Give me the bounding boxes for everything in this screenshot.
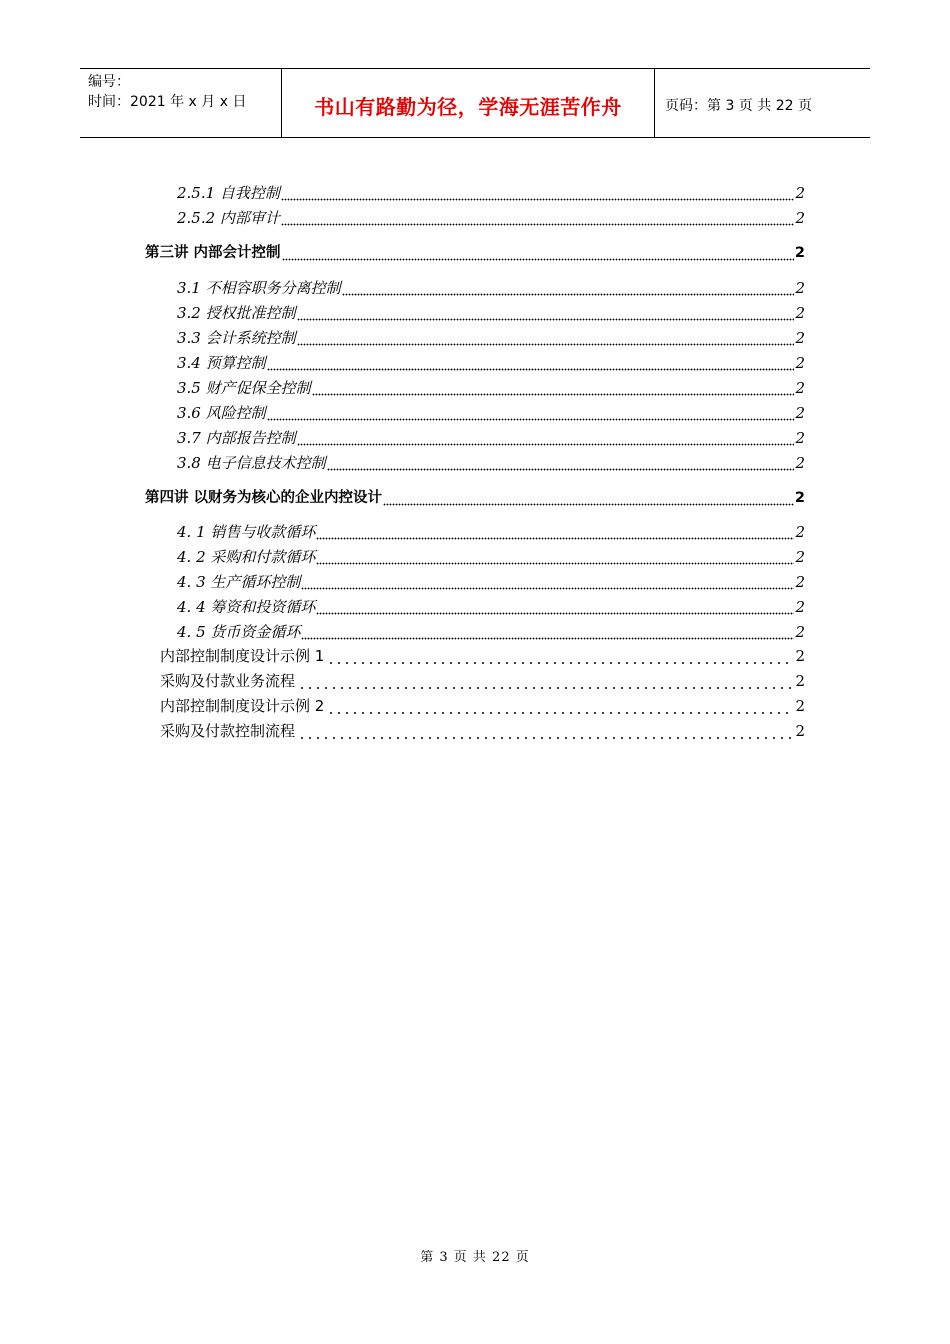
toc-dot-leader	[316, 547, 794, 567]
toc-entry-title: 第三讲 内部会计控制	[145, 245, 281, 261]
toc-dot-leader	[325, 646, 794, 666]
toc-entry-page-number: 2	[794, 490, 805, 506]
toc-dot-leader	[297, 328, 795, 348]
toc-entry-title: 4. 5 货币资金循环	[177, 623, 301, 641]
toc-entry[interactable]	[177, 522, 805, 542]
serial-number-label: 编号：	[88, 74, 130, 90]
toc-entry-title: 4. 3 生产循环控制	[177, 573, 301, 591]
toc-entry-page-number: 2	[795, 209, 805, 227]
toc-entry-title: 内部控制制度设计示例 1	[160, 647, 325, 665]
toc-entry-title: 内部控制制度设计示例 2	[160, 697, 325, 715]
date-label: 时间：2021 年 x 月 x 日	[88, 94, 247, 110]
toc-entry[interactable]	[177, 597, 805, 617]
toc-entry[interactable]	[177, 547, 805, 567]
toc-entry[interactable]	[160, 646, 805, 666]
toc-dot-leader	[296, 721, 794, 741]
toc-entry[interactable]	[177, 328, 805, 348]
header-page-info: 页码：第 3 页 共 22 页	[665, 97, 812, 114]
toc-entry[interactable]	[177, 208, 805, 228]
header-motto: 书山有路勤为径，学海无涯苦作舟	[314, 94, 622, 119]
toc-entry[interactable]	[177, 622, 805, 642]
toc-dot-leader	[297, 303, 795, 323]
toc-dot-leader	[312, 378, 795, 398]
toc-dot-leader	[267, 353, 795, 373]
toc-entry-page-number: 2	[795, 429, 805, 447]
toc-entry-page-number: 2	[795, 647, 805, 665]
toc-entry-page-number: 2	[795, 404, 805, 422]
toc-entry-page-number: 2	[795, 573, 805, 591]
toc-entry[interactable]	[177, 183, 805, 203]
toc-entry-page-number: 2	[795, 184, 805, 202]
toc-dot-leader	[327, 453, 795, 473]
toc-entry-page-number: 2	[795, 454, 805, 472]
toc-dot-leader	[297, 428, 795, 448]
toc-entry-page-number: 2	[795, 329, 805, 347]
toc-dot-leader	[316, 597, 794, 617]
toc-entry-page-number: 2	[795, 379, 805, 397]
toc-entry[interactable]	[145, 243, 805, 263]
toc-entry[interactable]	[177, 572, 805, 592]
toc-dot-leader	[301, 572, 794, 592]
toc-entry-title: 3.5 财产促保全控制	[177, 379, 311, 397]
toc-dot-leader	[342, 278, 795, 298]
toc-entry-title: 2.5.2 内部审计	[177, 209, 280, 227]
toc-dot-leader	[383, 488, 794, 508]
toc-entry-title: 3.8 电子信息技术控制	[177, 454, 326, 472]
toc-entry-page-number: 2	[795, 722, 805, 740]
toc-entry-page-number: 2	[795, 523, 805, 541]
toc-entry-page-number: 2	[795, 672, 805, 690]
toc-entry[interactable]	[145, 488, 805, 508]
toc-entry-page-number: 2	[795, 279, 805, 297]
toc-entry-title: 3.6 风险控制	[177, 404, 266, 422]
toc-entry[interactable]	[177, 353, 805, 373]
toc-entry-title: 3.2 授权批准控制	[177, 304, 296, 322]
toc-dot-leader	[282, 243, 794, 263]
toc-entry-page-number: 2	[795, 354, 805, 372]
toc-entry-page-number: 2	[795, 697, 805, 715]
toc-entry[interactable]	[160, 671, 805, 691]
toc-dot-leader	[325, 696, 794, 716]
toc-entry-title: 第四讲 以财务为核心的企业内控设计	[145, 490, 383, 506]
toc-entry-title: 3.1 不相容职务分离控制	[177, 279, 341, 297]
toc-entry-title: 4. 2 采购和付款循环	[177, 548, 316, 566]
toc-dot-leader	[281, 183, 795, 203]
toc-dot-leader	[296, 671, 794, 691]
toc-entry[interactable]	[160, 721, 805, 741]
toc-entry[interactable]	[177, 428, 805, 448]
toc-entry[interactable]	[177, 303, 805, 323]
toc-dot-leader	[301, 622, 794, 642]
toc-entry[interactable]	[177, 278, 805, 298]
page-footer: 第 3 页 共 22 页	[420, 1250, 530, 1265]
toc-dot-leader	[316, 522, 794, 542]
toc-entry-title: 4. 4 筹资和投资循环	[177, 598, 316, 616]
toc-entry-title: 3.3 会计系统控制	[177, 329, 296, 347]
toc-entry[interactable]	[160, 696, 805, 716]
toc-entry-page-number: 2	[795, 304, 805, 322]
toc-entry-title: 采购及付款控制流程	[160, 722, 296, 740]
toc-entry-page-number: 2	[795, 548, 805, 566]
toc-entry-title: 采购及付款业务流程	[160, 672, 296, 690]
toc-entry-title: 3.4 预算控制	[177, 354, 266, 372]
toc-entry-page-number: 2	[795, 598, 805, 616]
toc-entry[interactable]	[177, 403, 805, 423]
toc-dot-leader	[267, 403, 795, 423]
toc-entry[interactable]	[177, 378, 805, 398]
toc-entry[interactable]	[177, 453, 805, 473]
toc-dot-leader	[281, 208, 795, 228]
toc-entry-title: 3.7 内部报告控制	[177, 429, 296, 447]
toc-entry-title: 4. 1 销售与收款循环	[177, 523, 316, 541]
toc-entry-page-number: 2	[794, 245, 805, 261]
toc-entry-page-number: 2	[795, 623, 805, 641]
toc-entry-title: 2.5.1 自我控制	[177, 184, 280, 202]
